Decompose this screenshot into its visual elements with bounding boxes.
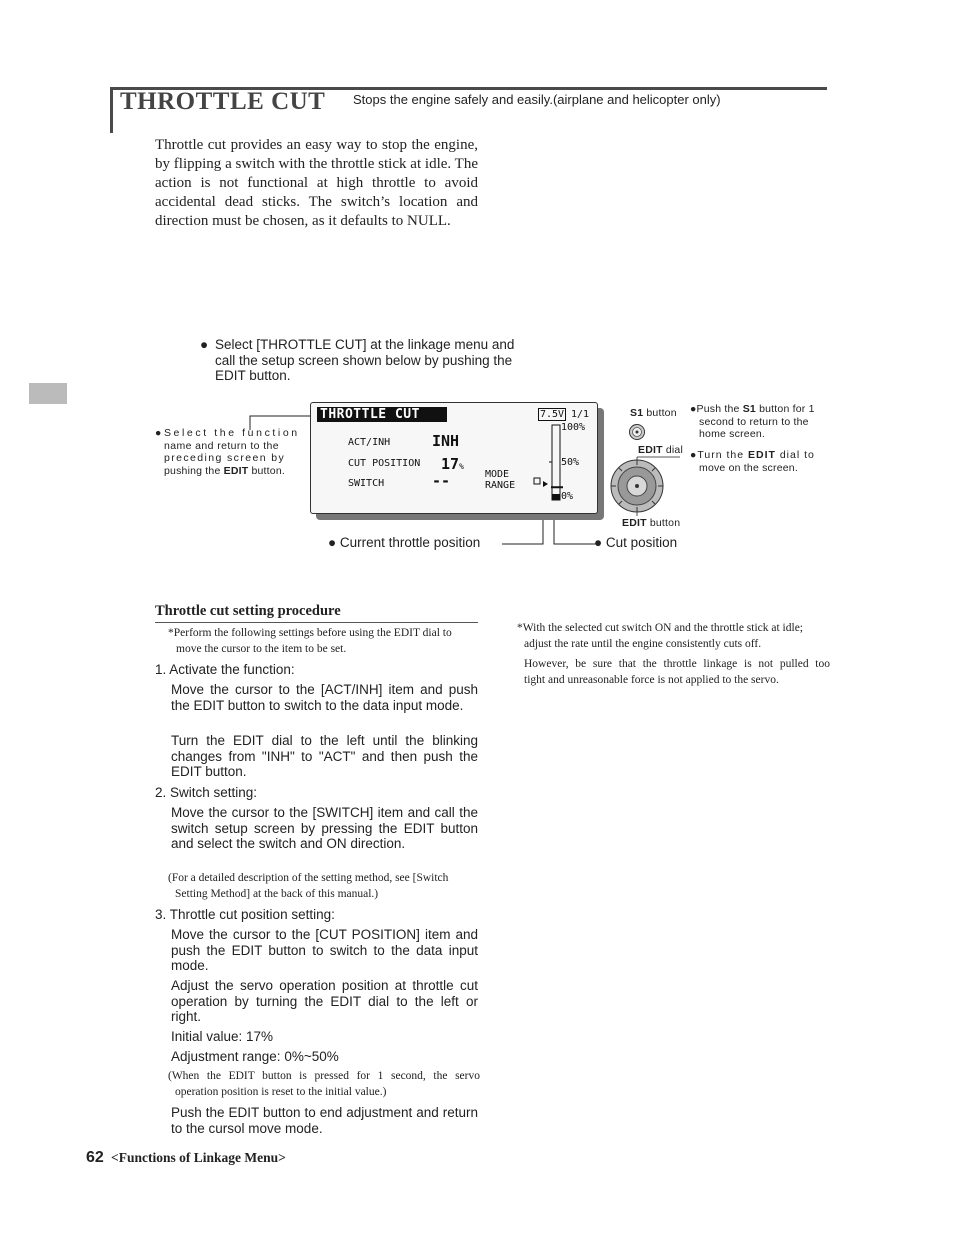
edit-dial-label: EDIT dial (638, 444, 683, 456)
scale-bottom: 0% (561, 491, 574, 502)
edit-button-center[interactable] (635, 484, 639, 488)
edit-button-label: EDIT button (622, 517, 681, 529)
left-callout-line-4: pushing the EDIT button. (164, 464, 285, 477)
right-callout-edit: ●Turn the EDIT dial to move on the screen. (690, 449, 815, 474)
intro-paragraph: Throttle cut provides an easy way to stop the engine, by flipping a switch with the throttle stick at idle. The action is not functional at high throttle to avoid accidental dead sticks. The switch’s location and direction must be chosen, as it defaults to NULL. (155, 137, 478, 229)
cut-position-value: 17 (441, 455, 460, 473)
s1-button[interactable] (628, 423, 648, 443)
step-1-paragraph-2: Turn the EDIT dial to the left until the blinking changes from "INH" to "ACT" and then push the EDIT button. (171, 733, 478, 780)
left-callout-line-2: name and return to the (164, 439, 280, 452)
page-indicator: 1/1 (571, 409, 590, 420)
throttle-fill (552, 494, 560, 500)
s1-button-label: S1 button (630, 407, 677, 419)
step-3-paragraph-1: Move the cursor to the [CUT POSITION] item and push the EDIT button to switch to the data input mode. (171, 927, 478, 974)
screen-title[interactable]: THROTTLE CUT (317, 407, 447, 422)
cut-position-unit: % (459, 462, 464, 471)
select-line-3: EDIT button. (215, 368, 291, 383)
right-note-1: *With the selected cut switch ON and the throttle stick at idle; adjust the rate until the engine consistently cuts off. (517, 622, 804, 650)
current-throttle-position-caption: ● Current throttle position (328, 535, 481, 550)
edit-dial[interactable] (606, 455, 666, 515)
left-callout-line-3: preceding screen by (164, 452, 286, 464)
pre-note: *Perform the following settings before using the EDIT dial to move the cursor to the item to be set. (168, 627, 452, 655)
switch-value[interactable]: -- (432, 472, 451, 490)
bullet: ● (155, 427, 164, 439)
footer-section-title: <Functions of Linkage Menu> (111, 1150, 286, 1165)
left-callout-line-1: Select the function (163, 427, 300, 439)
procedure-heading: Throttle cut setting procedure (155, 603, 478, 623)
step-3-heading: 3. Throttle cut position setting: (155, 907, 335, 922)
battery-voltage: 7.5V (540, 409, 565, 420)
range-label: RANGE (485, 480, 516, 491)
throttle-bar-graph (531, 423, 565, 503)
step-2-note: (For a detailed description of the setting method, see [Switch Setting Method] at the back of this manual.) (168, 872, 449, 900)
step-3-paragraph-2: Adjust the servo operation position at throttle cut operation by turning the EDIT dial to the left or right. (171, 978, 478, 1025)
step-3-adjustment-range: Adjustment range: 0%~50% (171, 1049, 339, 1064)
cut-position-value-group[interactable] (441, 454, 464, 473)
right-callout-s1: ●Push the S1 button for 1 second to return to the home screen. (690, 403, 815, 440)
mode-box (534, 478, 540, 484)
step-3-initial-value: Initial value: 17% (171, 1029, 274, 1044)
step-2-paragraph-1: Move the cursor to the [SWITCH] item and call the switch setup screen by pressing the EDIT button and select the switch and ON direction. (171, 805, 478, 852)
select-line-2: call the setup screen shown below by pushing the (215, 352, 513, 368)
step-3-note: (When the EDIT button is pressed for 1 second, the servo operation position is reset to the initial value.) (168, 1070, 480, 1098)
right-note-2: However, be sure that the throttle linkage is not pulled too tight and unreasonable force is not applied to the servo. (524, 658, 830, 686)
switch-label: SWITCH (348, 478, 385, 489)
bullet: ● (200, 337, 209, 352)
step-1-paragraph-1: Move the cursor to the [ACT/INH] item and push the EDIT button to switch to the data input mode. (171, 682, 478, 713)
act-inh-value[interactable]: INH (432, 432, 460, 450)
scale-mid: 50% (561, 457, 580, 468)
step-2-heading: 2. Switch setting: (155, 785, 258, 800)
page-subtitle: Stops the engine safely and easily.(airplane and helicopter only) (353, 92, 721, 107)
scale-top: 100% (561, 422, 586, 433)
lcd-screen (310, 402, 598, 514)
act-inh-label: ACT/INH (348, 437, 391, 448)
cut-position-caption: ● Cut position (594, 535, 678, 550)
cut-position-label: CUT POSITION (348, 458, 421, 469)
step-1-heading: 1. Activate the function: (155, 662, 295, 677)
step-3-paragraph-3: Push the EDIT button to end adjustment and return to the cursol move mode. (171, 1105, 478, 1136)
range-marker (543, 481, 548, 487)
select-line-1: Select [THROTTLE CUT] at the linkage menu and (215, 337, 515, 352)
page-title: THROTTLE CUT (120, 88, 326, 115)
page-number: 62 (86, 1149, 104, 1166)
mode-label: MODE (485, 469, 510, 480)
